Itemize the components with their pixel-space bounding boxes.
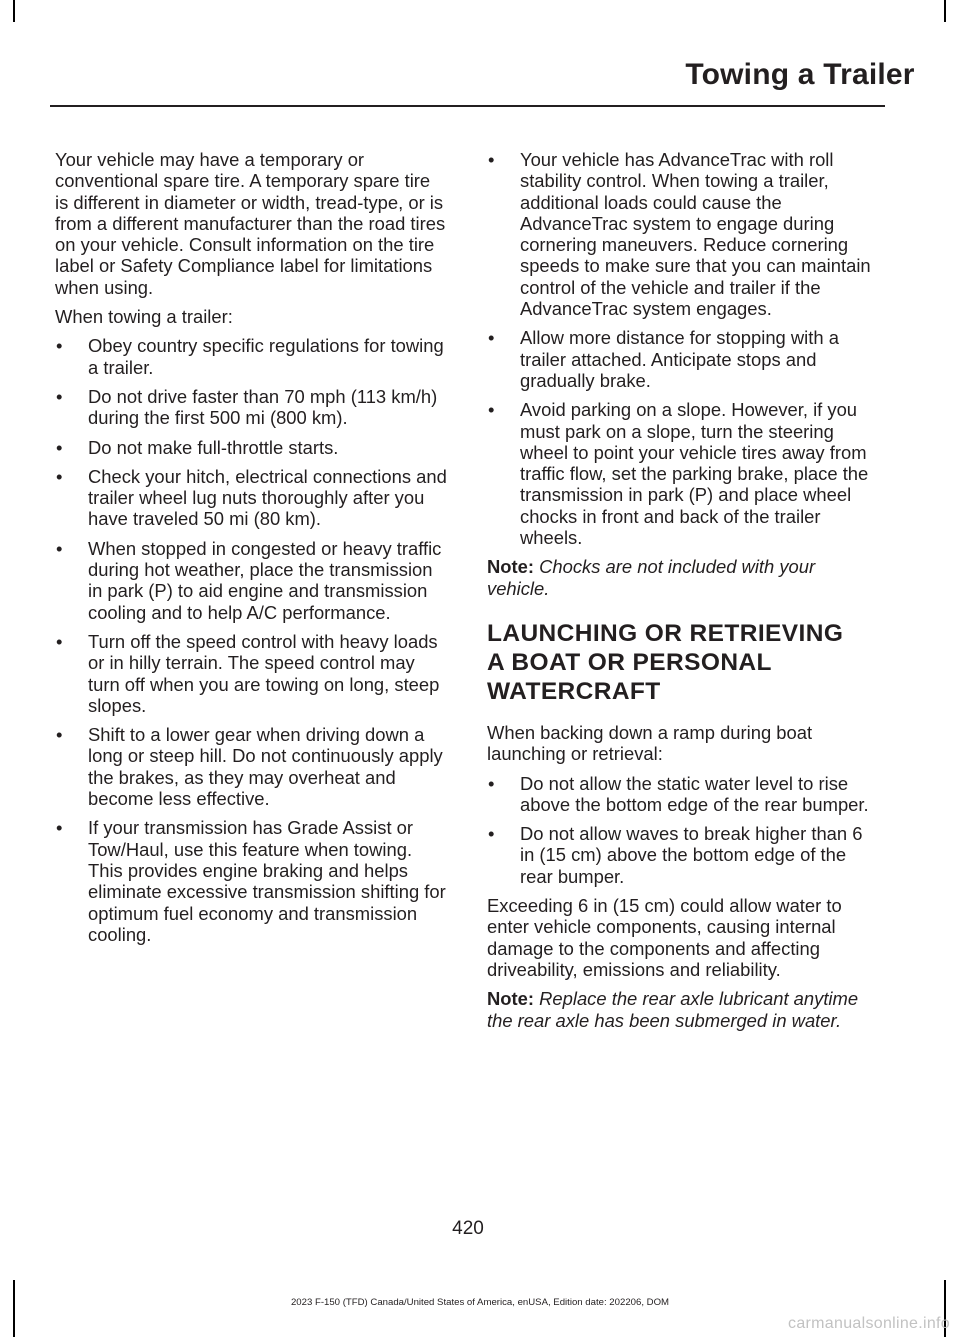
list-item: • Obey country specific regulations for towing a trailer. — [56, 335, 444, 378]
bullet-icon: • — [56, 335, 63, 357]
bullet-icon: • — [56, 385, 63, 407]
left-column — [55, 149, 447, 953]
intro-paragraph: Your vehicle may have a temporary or conventional spare tire. A temporary spare tire is different in diameter or width, tread-type, or is from a different manufacturer than the road tires on your vehicle. Consult information on the tire label or Safety Compliance label for limitations when using. — [55, 149, 446, 298]
towing-lead: When towing a trailer: — [55, 306, 233, 328]
section-paragraph: Exceeding 6 in (15 cm) could allow water to enter vehicle components, causing internal damage to the components and affecting driveability, emissions and reliability. — [487, 895, 842, 980]
towing-bullet-list — [55, 335, 447, 945]
list-item: • Do not allow the static water level to rise above the bottom edge of the rear bumper. — [488, 772, 869, 815]
page-title: Towing a Trailer — [685, 58, 915, 91]
crop-mark-bottom-left — [13, 1280, 15, 1337]
list-item: • Do not allow waves to break higher than 6 in (15 cm) above the bottom edge of the rear bumper. — [488, 823, 863, 887]
bullet-icon: • — [488, 149, 495, 170]
list-item: • Shift to a lower gear when driving down a long or steep hill. Do not continuously apply the brakes, as they may overheat and become less effective. — [56, 724, 443, 810]
bullet-icon: • — [56, 465, 63, 487]
note-axle: Note: Replace the rear axle lubricant anytime the rear axle has been submerged in water. — [487, 988, 859, 1031]
list-item: • Allow more distance for stopping with a trailer attached. Anticipate stops and gradually brake. — [488, 327, 839, 391]
list-item: • Avoid parking on a slope. However, if you must park on a slope, turn the steering wheel to point your vehicle tires away from traffic flow, set the parking brake, place the transmission in park (P) and place wheel chocks in front and back of the trailer wheels. — [488, 399, 869, 549]
list-item: • Turn off the speed control with heavy loads or in hilly terrain. The speed control may turn off when you are towing on long, steep slopes. — [56, 630, 440, 716]
bullet-icon: • — [488, 327, 495, 349]
bullet-icon: • — [488, 399, 495, 421]
list-item: • Check your hitch, electrical connections and trailer wheel lug nuts thoroughly after you have traveled 50 mi (80 km). — [56, 465, 447, 530]
header-rule — [50, 105, 885, 107]
section-lead: When backing down a ramp during boat launching or retrieval: — [487, 721, 813, 765]
list-item: • If your transmission has Grade Assist or Tow/Haul, use this feature when towing. This provides engine braking and helps eliminate excessive transmission shifting for optimum fuel economy and transmission cooling. — [56, 817, 446, 945]
bullet-icon: • — [56, 436, 63, 458]
list-item: • Your vehicle has AdvanceTrac with roll stability control. When towing a trailer, additional loads could cause the AdvanceTrac system to engage during cornering maneuvers. Reduce cornering speeds to make sure that you can maintain control of the vehicle and trailer if the AdvanceTrac system engages. — [488, 149, 871, 320]
bullet-icon: • — [488, 823, 495, 845]
list-item: • Do not drive faster than 70 mph (113 km/h) during the first 500 mi (800 km). — [56, 385, 438, 429]
crop-mark-top-right — [944, 0, 946, 22]
towing-bullet-list-continued — [487, 149, 880, 548]
bullet-icon: • — [56, 630, 63, 652]
list-item: • Do not make full-throttle starts. — [56, 436, 339, 458]
bullet-icon: • — [56, 724, 63, 746]
footer-edition: 2023 F-150 (TFD) Canada/United States of America, enUSA, Edition date: 202206, DOM — [290, 1297, 670, 1308]
crop-mark-top-left — [13, 0, 15, 22]
right-column — [487, 149, 880, 1039]
boat-bullet-list — [487, 773, 880, 887]
page-number: 420 — [452, 1218, 484, 1239]
bullet-icon: • — [56, 537, 63, 559]
watermark: carmanualsonline.info — [788, 1315, 950, 1332]
note-chocks: Note: Chocks are not included with your vehicle. — [487, 556, 816, 599]
section-heading: LAUNCHING OR RETRIEVING A BOAT OR PERSONAL WATERCRAFT — [487, 619, 844, 705]
bullet-icon: • — [56, 817, 63, 839]
list-item: • When stopped in congested or heavy traffic during hot weather, place the transmission in park (P) to aid engine and transmission cooling and to help A/C performance. — [56, 537, 442, 623]
bullet-icon: • — [488, 772, 495, 794]
